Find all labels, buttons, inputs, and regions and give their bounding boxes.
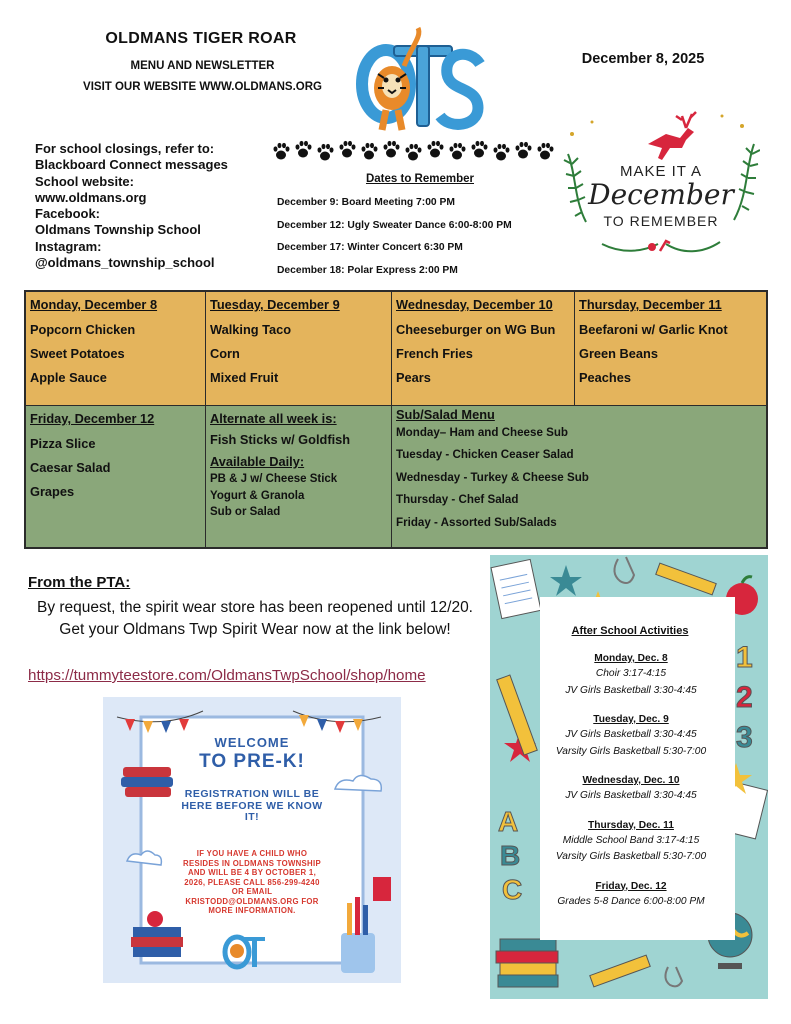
badge-line-2: December xyxy=(588,178,734,211)
activity-item: Middle School Band 3:17-4:15 xyxy=(562,834,700,846)
prek-details: IF YOU HAVE A CHILD WHO RESIDES IN OLDMANS TOWNSHIP AND WILL BE 4 BY OCTOBER 1, 2026, PLEASE CALL 856-299-4240 OR EMAIL KRISTODD@OLDMANS.ORG FOR MORE INFORMATION. xyxy=(183,849,321,915)
date-item: December 18: Polar Express 2:00 PM xyxy=(277,264,458,276)
menu-day: Friday, December 12 xyxy=(30,411,155,426)
activity-day-group xyxy=(536,774,726,805)
alternate-heading: Alternate all week is: xyxy=(210,411,337,426)
menu-day: Tuesday, December 9 xyxy=(210,297,340,312)
date-item: December 9: Board Meeting 7:00 PM xyxy=(277,197,455,208)
date-item: December 12: Ugly Sweater Dance 6:00-8:00 PM xyxy=(277,219,512,231)
daily-item: PB & J w/ Cheese Stick xyxy=(210,473,338,485)
spirit-wear-link[interactable]: https://tummyteestore.com/OldmansTwpSchool/shop/home xyxy=(28,667,426,684)
activity-item: JV Girls Basketball 3:30-4:45 xyxy=(565,729,697,740)
menu-item: Walking Taco xyxy=(210,322,292,337)
activity-day-group xyxy=(536,819,726,866)
info-line: Oldmans Township School xyxy=(35,222,201,238)
menu-day: Wednesday, December 10 xyxy=(396,297,553,312)
activity-item: JV Girls Basketball 3:30-4:45 xyxy=(565,684,697,696)
info-line: @oldmans_township_school xyxy=(35,255,215,271)
prek-flyer xyxy=(103,697,401,983)
svg-text:2: 2 xyxy=(736,681,753,714)
activity-item: Choir 3:17-4:15 xyxy=(595,668,667,679)
svg-text:1: 1 xyxy=(736,641,753,674)
menu-cell-wednesday xyxy=(392,292,575,406)
lunch-menu-table xyxy=(24,290,768,549)
activity-day: Friday, Dec. 12 xyxy=(595,880,667,892)
info-line: Instagram: xyxy=(35,238,102,254)
sub-salad-item: Monday– Ham and Cheese Sub xyxy=(396,426,569,439)
menu-item: Mixed Fruit xyxy=(210,370,279,385)
numbers-icon xyxy=(736,641,753,754)
menu-item: Pears xyxy=(396,370,431,385)
menu-cell-thursday xyxy=(575,292,766,406)
menu-item: Corn xyxy=(210,346,240,361)
info-line: School website: xyxy=(35,173,134,189)
info-line: Facebook: xyxy=(35,206,101,222)
menu-item: Sweet Potatoes xyxy=(30,346,125,361)
info-line: For school closings, refer to: xyxy=(35,141,215,156)
activity-day-group xyxy=(536,652,726,699)
svg-text:A: A xyxy=(498,806,519,837)
dates-list xyxy=(277,192,557,282)
menu-item: Pizza Slice xyxy=(30,436,96,451)
activity-item: Varsity Girls Basketball 5:30-7:00 xyxy=(555,851,707,862)
letters-icon xyxy=(498,806,522,905)
menu-cell-sub-salad xyxy=(392,406,766,547)
sub-salad-item: Friday - Assorted Sub/Salads xyxy=(396,515,557,529)
menu-cell-friday xyxy=(26,406,206,547)
books-icon xyxy=(496,939,558,987)
sub-salad-item: Tuesday - Chicken Ceaser Salad xyxy=(396,448,574,462)
newsletter-title: OLDMANS TIGER ROAR xyxy=(105,30,297,47)
menu-cell-tuesday xyxy=(206,292,392,406)
activity-day: Wednesday, Dec. 10 xyxy=(582,775,680,786)
newsletter-subtitle xyxy=(70,56,335,98)
badge-line-1: MAKE IT A xyxy=(619,163,703,180)
svg-text:3: 3 xyxy=(736,721,753,754)
menu-item: Popcorn Chicken xyxy=(30,322,136,337)
prek-title: TO PRE-K! xyxy=(199,751,305,772)
activity-day: Thursday, Dec. 11 xyxy=(588,819,674,831)
daily-item: Yogurt & Granola xyxy=(210,489,305,502)
activity-day: Monday, Dec. 8 xyxy=(594,653,668,664)
activity-item: Varsity Girls Basketball 5:30-7:00 xyxy=(555,745,707,757)
paw-prints-icon xyxy=(272,139,557,163)
pta-heading: From the PTA: xyxy=(28,574,131,591)
issue-date: December 8, 2025 xyxy=(581,51,705,67)
sub-salad-item: Wednesday - Turkey & Cheese Sub xyxy=(396,470,589,484)
daily-heading: Available Daily: xyxy=(210,454,305,469)
menu-item: Green Beans xyxy=(579,346,658,361)
menu-item: Beefaroni w/ Garlic Knot xyxy=(579,322,728,337)
svg-text:C: C xyxy=(502,874,523,905)
activity-day-group xyxy=(536,880,726,911)
menu-item: Grapes xyxy=(30,484,75,499)
menu-cell-alternate xyxy=(206,406,392,547)
website-line: VISIT OUR WEBSITE WWW.OLDMANS.ORG xyxy=(83,81,322,93)
reindeer-icon xyxy=(648,112,696,160)
after-school-list xyxy=(536,652,726,924)
menu-item: Caesar Salad xyxy=(30,460,111,475)
menu-item: French Fries xyxy=(396,346,473,361)
badge-line-3: TO REMEMBER xyxy=(603,213,719,229)
activity-item: JV Girls Basketball 3:30-4:45 xyxy=(565,790,697,801)
sub-salad-heading: Sub/Salad Menu xyxy=(396,407,495,422)
prek-registration: REGISTRATION WILL BE HERE BEFORE WE KNOW IT! xyxy=(181,788,323,823)
school-info xyxy=(35,141,265,271)
info-line[interactable]: www.oldmans.org xyxy=(35,189,147,205)
december-badge xyxy=(562,104,760,259)
alternate-item: Fish Sticks w/ Goldfish xyxy=(210,432,351,447)
activity-day-group xyxy=(536,713,726,760)
pta-body: By request, the spirit wear store has been reopened until 12/20. Get your Oldmans Twp Spirit Wear now at the link below! xyxy=(37,599,473,638)
subtitle-line: MENU AND NEWSLETTER xyxy=(130,60,275,72)
menu-cell-monday xyxy=(26,292,206,406)
menu-item: Apple Sauce xyxy=(30,370,107,385)
daily-item: Sub or Salad xyxy=(210,506,281,518)
dates-title: Dates to Remember xyxy=(365,173,474,185)
menu-item: Cheeseburger on WG Bun xyxy=(396,322,556,337)
prek-welcome: WELCOME xyxy=(214,735,290,750)
date-item: December 17: Winter Concert 6:30 PM xyxy=(277,242,463,253)
menu-item: Peaches xyxy=(579,370,631,385)
after-school-title: After School Activities xyxy=(571,625,689,637)
activity-item: Grades 5-8 Dance 6:00-8:00 PM xyxy=(557,895,705,907)
tiger-ots-logo-icon xyxy=(352,26,487,136)
info-line: Blackboard Connect messages xyxy=(35,157,228,173)
menu-day: Thursday, December 11 xyxy=(579,297,722,312)
activity-day: Tuesday, Dec. 9 xyxy=(593,714,669,725)
sub-salad-item: Thursday - Chef Salad xyxy=(396,493,519,507)
svg-text:B: B xyxy=(500,840,521,871)
menu-day: Monday, December 8 xyxy=(30,297,158,312)
